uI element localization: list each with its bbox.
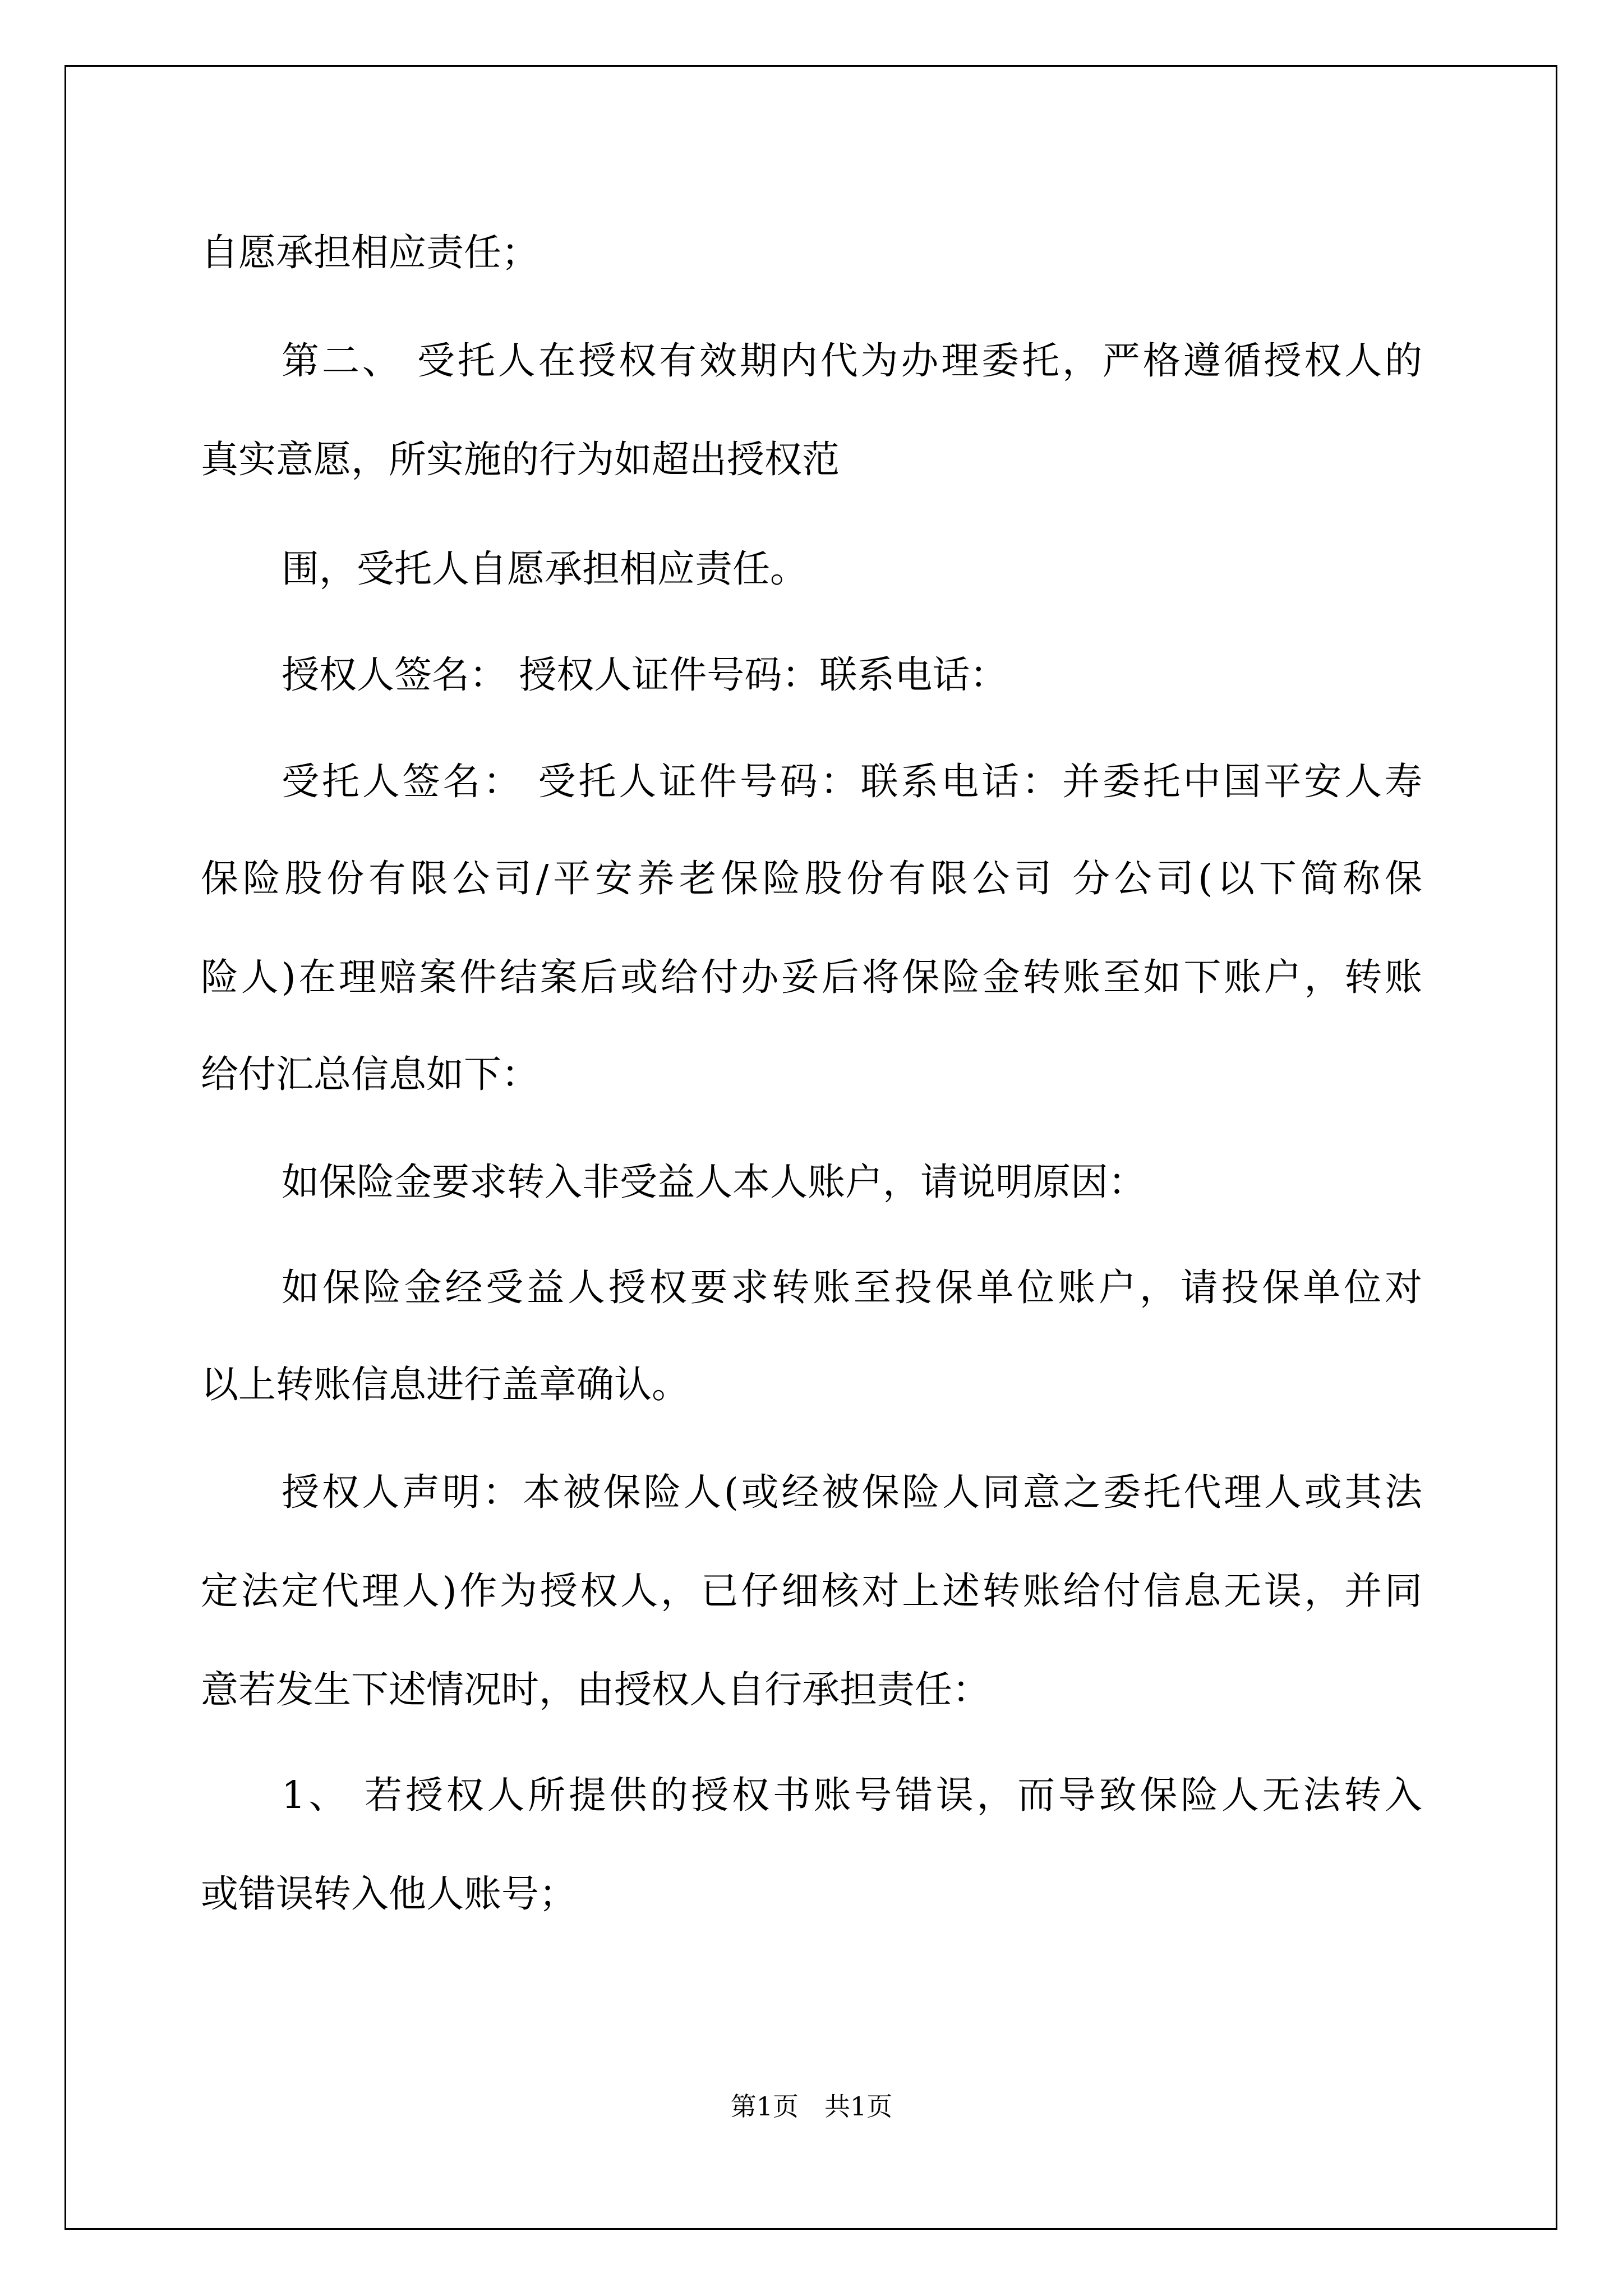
page-number-footer: 第1页 共1页 xyxy=(730,2091,893,2122)
body-line: 保险股份有限公司/平安养老保险股份有限公司 分公司(以下简称保 xyxy=(201,857,1422,900)
body-line: 以上转账信息进行盖章确认。 xyxy=(201,1363,689,1406)
body-line: 如保险金经受益人授权要求转账至投保单位账户，请投保单位对 xyxy=(282,1266,1422,1309)
body-line: 授权人声明：本被保险人(或经被保险人同意之委托代理人或其法 xyxy=(282,1470,1422,1514)
body-line: 给付汇总信息如下： xyxy=(201,1052,539,1096)
body-line: 围，受托人自愿承担相应责任。 xyxy=(282,547,808,591)
body-line: 受托人签名： 受托人证件号码：联系电话：并委托中国平安人寿 xyxy=(282,760,1422,803)
body-line: 险人)在理赔案件结案后或给付办妥后将保险金转账至如下账户，转账 xyxy=(201,955,1422,999)
body-line: 意若发生下述情况时，由授权人自行承担责任： xyxy=(201,1668,990,1711)
body-line: 授权人签名： 授权人证件号码：联系电话： xyxy=(282,653,1008,697)
body-line: 如保险金要求转入非受益人本人账户，请说明原因： xyxy=(282,1160,1146,1204)
body-line: 或错误转入他人账号； xyxy=(201,1872,577,1916)
body-line: 定法定代理人)作为授权人，已仔细核对上述转账给付信息无误，并同 xyxy=(201,1569,1422,1613)
body-line: 第二、 受托人在授权有效期内代为办理委托，严格遵循授权人的 xyxy=(282,339,1422,383)
body-line: 自愿承担相应责任； xyxy=(201,231,539,274)
body-line: 1、 若授权人所提供的授权书账号错误，而导致保险人无法转入 xyxy=(282,1773,1422,1817)
body-line: 真实意愿，所实施的行为如超出授权范 xyxy=(201,438,840,481)
